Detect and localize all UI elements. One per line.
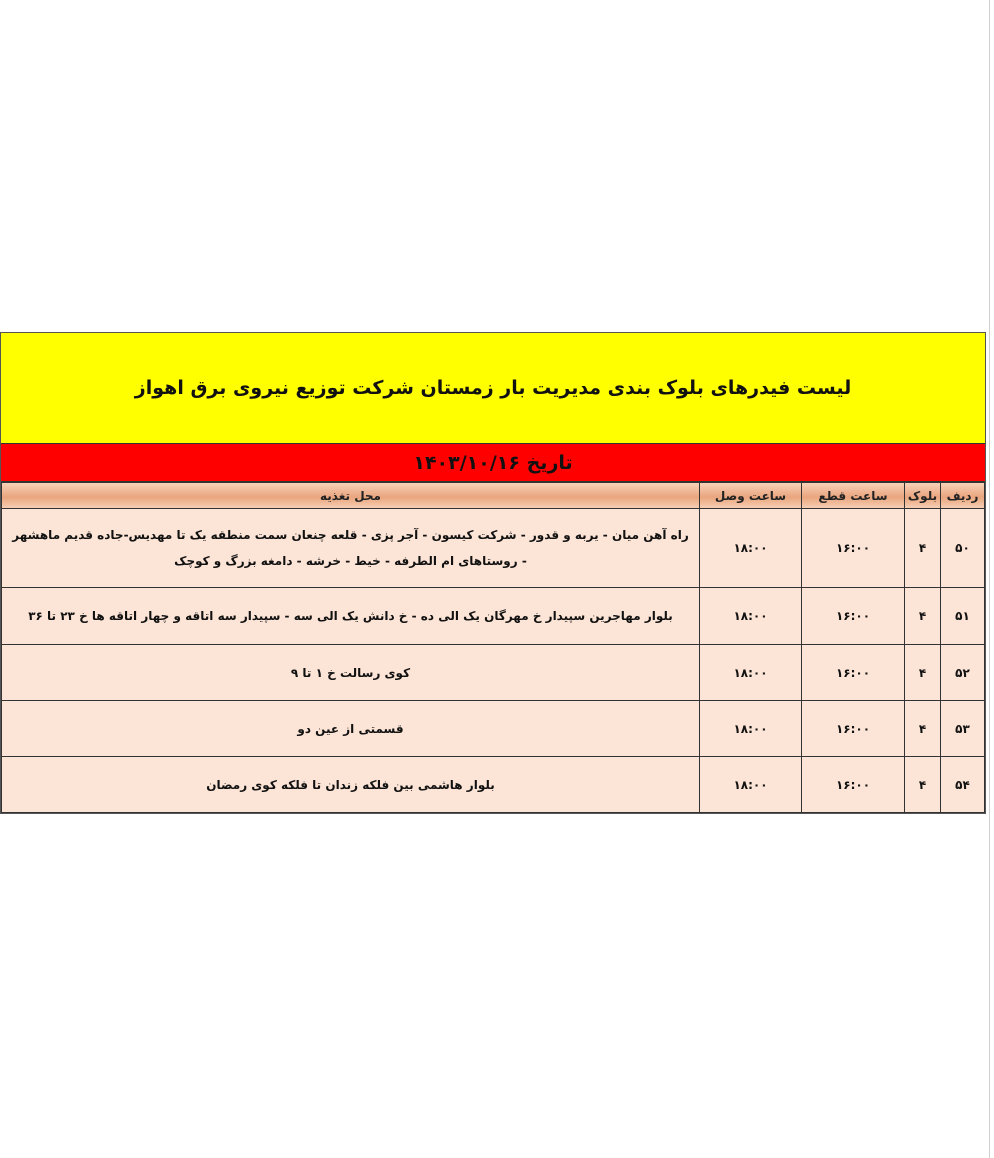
cell-location: بلوار هاشمی بین فلکه زندان تا فلکه کوی رمضان	[2, 757, 700, 813]
cell-cut-time: ۱۶:۰۰	[802, 509, 905, 588]
table-row	[2, 701, 985, 757]
cell-location: قسمتی از عین دو	[2, 701, 700, 757]
cell-cut-time: ۱۶:۰۰	[802, 588, 905, 645]
cell-block: ۴	[905, 509, 941, 588]
header-cut-time: ساعت قطع	[802, 483, 905, 509]
title-banner	[1, 333, 985, 444]
cell-cut-time: ۱۶:۰۰	[802, 757, 905, 813]
feeder-table	[1, 482, 985, 813]
header-block: بلوک	[905, 483, 941, 509]
cell-location: کوی رسالت خ ۱ تا ۹	[2, 645, 700, 701]
header-connect-time: ساعت وصل	[700, 483, 802, 509]
cell-block: ۴	[905, 757, 941, 813]
cell-cut-time: ۱۶:۰۰	[802, 645, 905, 701]
cell-connect-time: ۱۸:۰۰	[700, 509, 802, 588]
table-row	[2, 645, 985, 701]
cell-row-number: ۵۴	[941, 757, 985, 813]
date-banner	[1, 444, 985, 482]
cell-location: راه آهن میان - یربه و قدور - شرکت کیسون - آجر پزی - قلعه چنعان سمت منطقه یک تا مهدیس-جاده قدیم ماهشهر - روستاهای ام الطرفه - خیط - خرشه - دامغه بزرگ و کوچک	[2, 509, 700, 588]
page-edge-line	[989, 0, 990, 1158]
table-row	[2, 509, 985, 588]
cell-connect-time: ۱۸:۰۰	[700, 701, 802, 757]
table-header-row	[2, 483, 985, 509]
cell-row-number: ۵۲	[941, 645, 985, 701]
cell-block: ۴	[905, 701, 941, 757]
header-location: محل تغذیه	[2, 483, 700, 509]
cell-block: ۴	[905, 645, 941, 701]
document-title: لیست فیدرهای بلوک بندی مدیریت بار زمستان شرکت توزیع نیروی برق اهواز	[134, 377, 852, 399]
document-date: تاریخ ۱۴۰۳/۱۰/۱۶	[413, 451, 573, 474]
schedule-document	[0, 332, 986, 814]
cell-row-number: ۵۳	[941, 701, 985, 757]
cell-location: بلوار مهاجرین سپیدار خ مهرگان یک الی ده - خ دانش یک الی سه - سپیدار سه اتاقه و چهار اتاقه ها خ ۲۳ تا ۳۶	[2, 588, 700, 645]
header-row-number: ردیف	[941, 483, 985, 509]
table-row	[2, 588, 985, 645]
cell-cut-time: ۱۶:۰۰	[802, 701, 905, 757]
table-row	[2, 757, 985, 813]
cell-connect-time: ۱۸:۰۰	[700, 645, 802, 701]
cell-connect-time: ۱۸:۰۰	[700, 757, 802, 813]
cell-row-number: ۵۱	[941, 588, 985, 645]
cell-row-number: ۵۰	[941, 509, 985, 588]
cell-connect-time: ۱۸:۰۰	[700, 588, 802, 645]
cell-block: ۴	[905, 588, 941, 645]
